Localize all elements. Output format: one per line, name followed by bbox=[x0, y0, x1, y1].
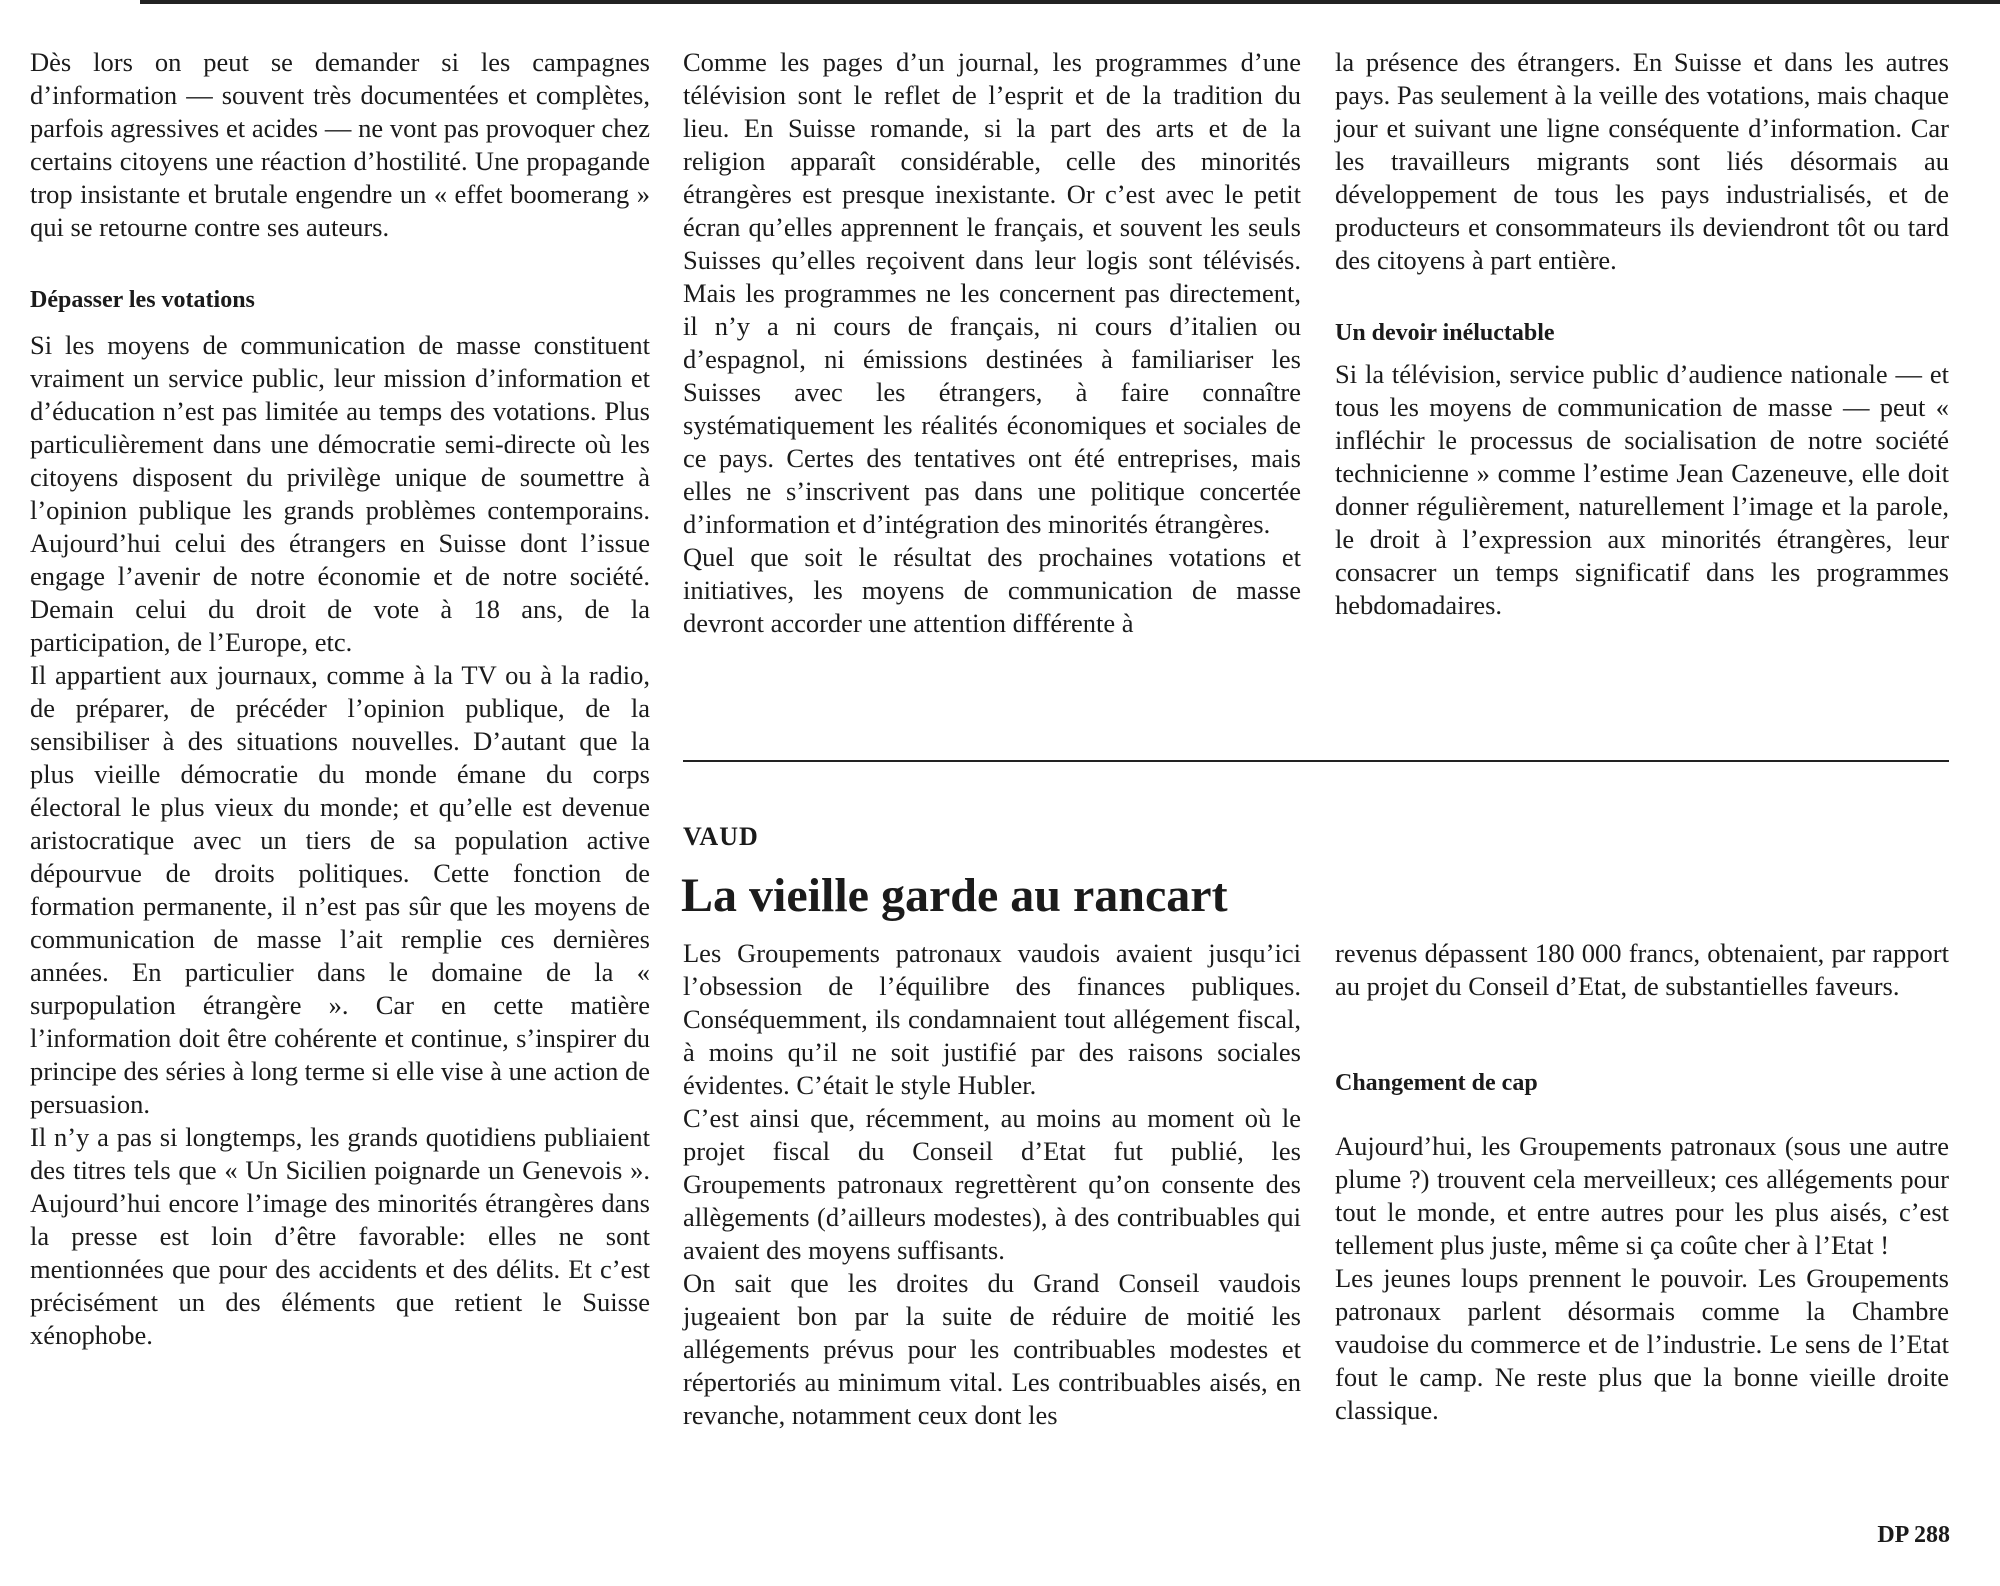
right-section-heading: Un devoir inéluctable bbox=[1335, 320, 1555, 346]
left-paragraph: Si les moyens de communication de masse constituent vraiment un service public, leur mission d’information et d’éducation n’est pas limitée au temps des votations. Plus particulièrement dans une démocratie semi-directe où les citoyens disposent du privilège unique de soumettre à l’opinion publique les grands problèmes contemporains. Aujourd’hui celui des étrangers en Suisse dont l’issue engage l’avenir de notre économie et de notre société. Demain celui du droit de vote à 18 ans, de la participation, de l’Europe, etc. bbox=[30, 330, 650, 657]
issue-reference: DP 288 bbox=[1877, 1522, 1950, 1548]
vaud-paragraph: Aujourd’hui, les Groupements patronaux (sous une autre plume ?) trouvent cela merveilleux; ces allégements pour tout le monde, et entre autres pour les plus aisés, c’est tellement plus juste, même si ça coûte cher à l’Etat ! bbox=[1335, 1131, 1949, 1260]
vaud-article-right-column bbox=[1335, 937, 1949, 1427]
right-column bbox=[1335, 46, 1949, 622]
left-paragraph: Il appartient aux journaux, comme à la TV ou à la radio, de préparer, de précéder l’opinion publique, de la sensibiliser à des situations nouvelles. D’autant que la plus vieille démocratie du monde émane du corps électoral le plus vieux du monde; et qu’elle est devenue aristocratique avec un tiers de sa population active dépourvue de droits politiques. Cette fonction de formation permanente, il n’est pas sûr que les moyens de communication de masse l’ait remplie ces dernières années. En particulier dans le domaine de la « surpopulation étrangère ». Car en cette matière l’information doit être cohérente et continue, s’inspirer du principe des séries à long terme si elle vise à une action de persuasion. bbox=[30, 660, 650, 1119]
vaud-section-heading: Changement de cap bbox=[1335, 1070, 1538, 1096]
article-divider bbox=[683, 760, 1949, 762]
vaud-paragraph: Les jeunes loups prennent le pouvoir. Les Groupements patronaux parlent désormais comme la Chambre vaudoise du commerce et de l’industrie. Le sens de l’Etat fout le camp. Ne reste plus que la bonne vieille droite classique. bbox=[1335, 1263, 1949, 1425]
left-paragraph: Il n’y a pas si longtemps, les grands quotidiens publiaient des titres tels que « Un Sicilien poignarde un Genevois ». Aujourd’hui encore l’image des minorités étrangères dans la presse est loin d’être favorable: elles ne sont mentionnées que pour des accidents et des délits. Et c’est précisément un des éléments que retient le Suisse xénophobe. bbox=[30, 1122, 650, 1350]
article-headline: La vieille garde au rancart bbox=[681, 869, 1228, 922]
middle-paragraph: Quel que soit le résultat des prochaines votations et initiatives, les moyens de communication de masse devront accorder une attention différente à bbox=[683, 542, 1301, 638]
vaud-paragraph: Les Groupements patronaux vaudois avaient jusqu’ici l’obsession de l’équilibre des finances publiques. Conséquemment, ils condamnaient tout allégement fiscal, à moins qu’il ne soit justifié par des raisons sociales évidentes. C’était le style Hubler. bbox=[683, 938, 1301, 1100]
vaud-paragraph: C’est ainsi que, récemment, au moins au moment où le projet fiscal du Conseil d’Etat fut publié, les Groupements patronaux regrettèrent qu’on consente des allègements (d’ailleurs modestes), à des contribuables qui avaient des moyens suffisants. bbox=[683, 1103, 1301, 1265]
vaud-right-intro: revenus dépassent 180 000 francs, obtenaient, par rapport au projet du Conseil d’Etat, de substantielles faveurs. bbox=[1335, 938, 1949, 1001]
vaud-article-left-column bbox=[683, 937, 1301, 1432]
top-rule bbox=[140, 0, 2000, 4]
left-intro-paragraph: Dès lors on peut se demander si les campagnes d’information — souvent très documentées et complètes, parfois agressives et acides — ne vont pas provoquer chez certains citoyens une réaction d’hostilité. Une propagande trop insistante et brutale engendre un « effet boomerang » qui se retourne contre ses auteurs. bbox=[30, 47, 650, 242]
vaud-paragraph: On sait que les droites du Grand Conseil vaudois jugeaient bon par la suite de réduire de moitié les allégements prévus pour les contribuables modestes et répertoriés au minimum vital. Les contribuables aisés, en revanche, notamment ceux dont les bbox=[683, 1268, 1301, 1430]
right-paragraph: Si la télévision, service public d’audience nationale — et tous les moyens de communication de masse — peut « infléchir le processus de socialisation de notre société technicienne » comme l’estime Jean Cazeneuve, elle doit donner régulièrement, naturellement l’image et la parole, le droit à l’expression aux minorités étrangères, leur consacrer un temps significatif dans les programmes hebdomadaires. bbox=[1335, 359, 1949, 620]
article-kicker: VAUD bbox=[683, 822, 759, 851]
right-intro-paragraph: la présence des étrangers. En Suisse et dans les autres pays. Pas seulement à la veille des votations, mais chaque jour et suivant une ligne conséquente d’information. Car les travailleurs migrants sont liés désormais au développement de tous les pays industrialisés, et de producteurs et consommateurs ils deviendront tôt ou tard des citoyens à part entière. bbox=[1335, 47, 1949, 275]
left-column bbox=[30, 46, 650, 1352]
left-section-heading: Dépasser les votations bbox=[30, 287, 255, 313]
middle-paragraph: Comme les pages d’un journal, les programmes d’une télévision sont le reflet de l’esprit et de la tradition du lieu. En Suisse romande, si la part des arts et de la religion apparaît considérable, celle des minorités étrangères est presque inexistante. Or c’est avec le petit écran qu’elles apprennent le français, et souvent les seuls Suisses qu’elles reçoivent dans leur logis sont télévisés. Mais les programmes ne les concernent pas directement, il n’y a ni cours de français, ni cours d’italien ou d’espagnol, ni émissions destinées à familiariser les Suisses avec les étrangers, à faire connaître systématiquement les réalités économiques et sociales de ce pays. Certes des tentatives ont été entreprises, mais elles ne s’inscrivent pas dans une politique concertée d’information et d’intégration des minorités étrangères. bbox=[683, 47, 1301, 539]
middle-column bbox=[683, 46, 1301, 640]
